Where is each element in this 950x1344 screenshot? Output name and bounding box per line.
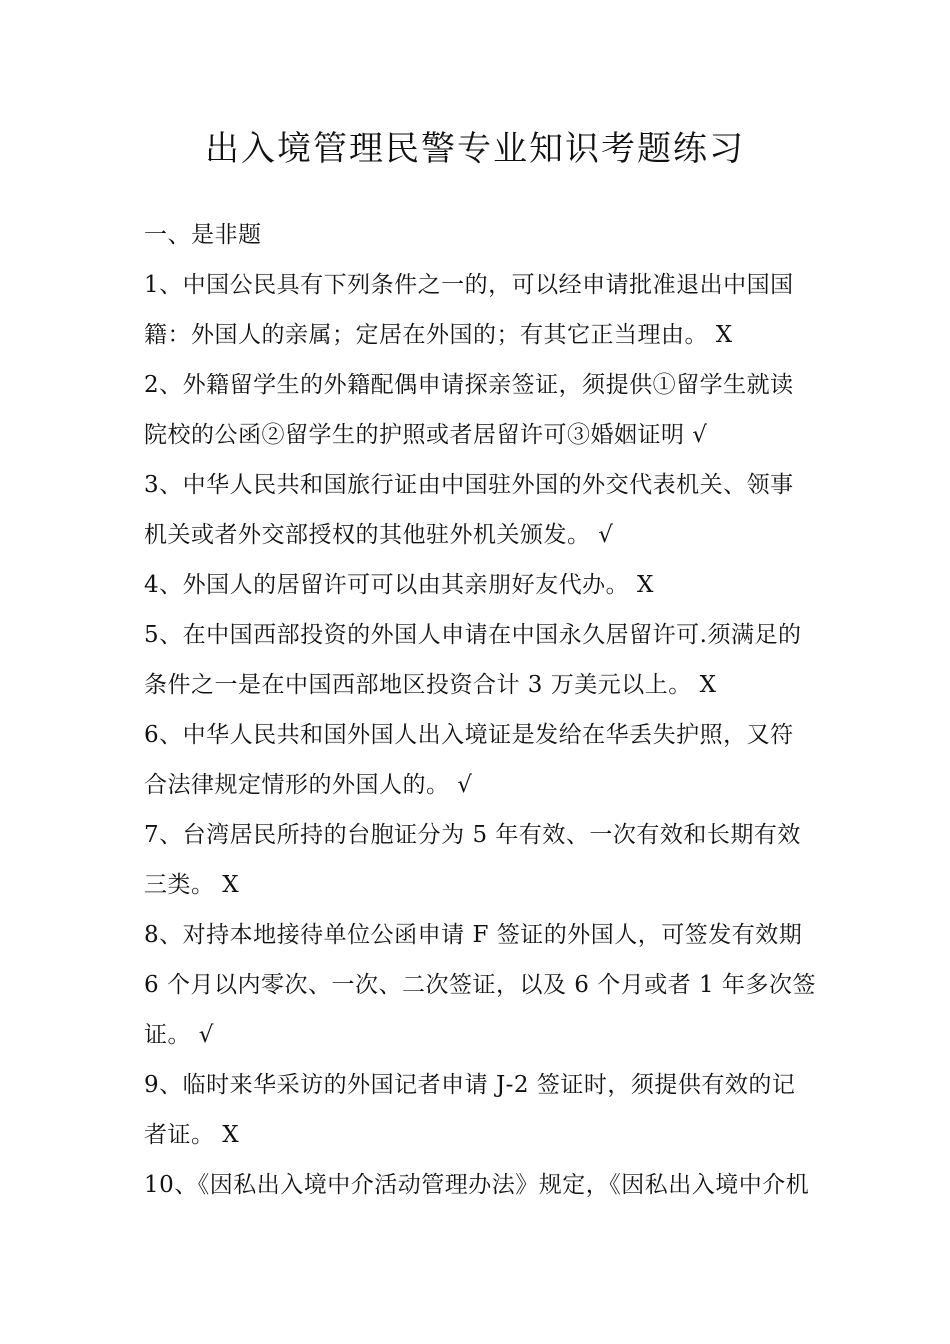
text-line: 9、临时来华采访的外国记者申请 J-2 签证时，须提供有效的记 bbox=[144, 1072, 796, 1098]
text-line: 3、中华人民共和国旅行证由中国驻外国的外交代表机关、领事 bbox=[144, 472, 794, 498]
text-line: 院校的公函②留学生的护照或者居留许可③婚姻证明 √ bbox=[144, 422, 708, 448]
text-line: 10、《因私出入境中介活动管理办法》规定，《因私出入境中介机 bbox=[144, 1172, 810, 1198]
section-heading: 一、是非题 bbox=[144, 222, 262, 248]
text-line: 三类。 X bbox=[144, 872, 240, 898]
text-line: 4、外国人的居留许可可以由其亲朋好友代办。 X bbox=[144, 572, 654, 598]
text-line: 2、外籍留学生的外籍配偶申请探亲签证，须提供①留学生就读 bbox=[144, 372, 794, 398]
text-line: 机关或者外交部授权的其他驻外机关颁发。 √ bbox=[144, 522, 614, 548]
text-line: 6 个月以内零次、一次、二次签证，以及 6 个月或者 1 年多次签 bbox=[144, 972, 816, 998]
document-body bbox=[144, 210, 816, 1210]
text-line: 5、在中国西部投资的外国人申请在中国永久居留许可.须满足的 bbox=[144, 622, 802, 648]
text-line: 条件之一是在中国西部地区投资合计 3 万美元以上。 X bbox=[144, 672, 717, 698]
text-line: 6、中华人民共和国外国人出入境证是发给在华丢失护照，又符 bbox=[144, 722, 794, 748]
text-line: 7、台湾居民所持的台胞证分为 5 年有效、一次有效和长期有效 bbox=[144, 822, 801, 848]
text-line: 1、中国公民具有下列条件之一的，可以经申请批准退出中国国 bbox=[144, 272, 794, 298]
text-line: 者证。 X bbox=[144, 1122, 240, 1148]
text-line: 8、对持本地接待单位公函申请 F 签证的外国人，可签发有效期 bbox=[144, 922, 803, 948]
text-line: 合法律规定情形的外国人的。 √ bbox=[144, 772, 473, 798]
text-line: 籍：外国人的亲属；定居在外国的；有其它正当理由。 X bbox=[144, 322, 733, 348]
text-line: 证。 √ bbox=[144, 1022, 214, 1048]
document-title: 出入境管理民警专业知识考题练习 bbox=[205, 128, 745, 169]
